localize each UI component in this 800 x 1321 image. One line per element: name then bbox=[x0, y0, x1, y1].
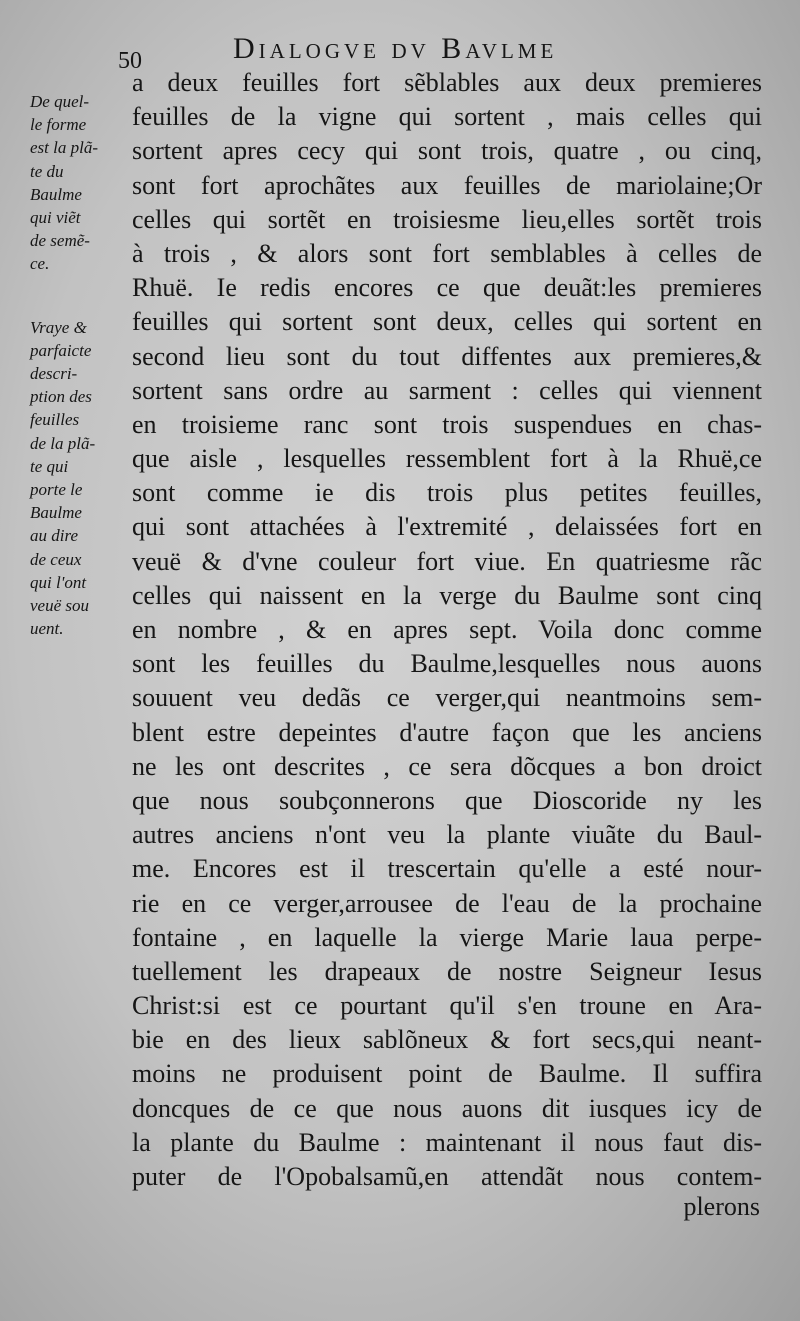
text-line: en troisieme ranc sont trois suspendues en chas- bbox=[132, 409, 762, 439]
margin-note-line: ce. bbox=[30, 254, 50, 274]
text-line: autres anciens n'ont veu la plante viuãte du Baul- bbox=[132, 820, 762, 850]
margin-note-line: de semẽ- bbox=[30, 231, 90, 251]
text-line: doncques de ce que nous auons dit iusques icy de bbox=[132, 1093, 762, 1123]
margin-note-line: porte le bbox=[30, 480, 83, 500]
margin-note-line: De quel- bbox=[30, 92, 90, 111]
text-line: sont les feuilles du Baulme,lesquelles nous auons bbox=[132, 649, 762, 679]
text-line: blent estre depeintes d'autre façon que les anciens bbox=[132, 717, 762, 747]
text-line: sortent apres cecy qui sont trois, quatre , ou cinq, bbox=[132, 136, 762, 166]
text-line: en nombre , & en apres sept. Voila donc comme bbox=[132, 615, 762, 644]
running-title: Dialogve dv Bavlme bbox=[233, 32, 558, 65]
text-line: ne les ont descrites , ce sera dõcques a bon droict bbox=[132, 751, 762, 781]
margin-note-line: est la plã- bbox=[30, 138, 98, 158]
text-line: second lieu sont du tout diffentes aux premieres,& bbox=[132, 341, 762, 371]
margin-note-line: Vraye & bbox=[30, 317, 87, 337]
margin-note-line: qui l'ont bbox=[30, 572, 87, 592]
margin-note bbox=[30, 316, 130, 641]
text-line: la plante du Baulme : maintenant il nous faut dis- bbox=[132, 1127, 762, 1157]
margin-note-line: veuë sou bbox=[30, 596, 90, 616]
margin-note-line: au dire bbox=[30, 526, 79, 546]
text-line: Rhuë. Ie redis encores ce que deuãt:les premieres bbox=[132, 273, 762, 303]
text-line: que aisle , lesquelles ressemblent fort à la Rhuë,ce bbox=[132, 444, 762, 474]
text-line: feuilles de la vigne qui sortent , mais celles qui bbox=[132, 102, 762, 132]
margin-note-line: feuilles bbox=[30, 410, 80, 430]
margin-note-line: te qui bbox=[30, 456, 69, 476]
text-line: sont fort aprochãtes aux feuilles de mariolaine;Or bbox=[132, 170, 762, 200]
margin-note-line: le forme bbox=[30, 115, 87, 135]
margin-note-line: te du bbox=[30, 161, 64, 181]
text-line: veuë & d'vne couleur fort viue. En quatriesme rãc bbox=[132, 546, 762, 576]
text-line: fontaine , en laquelle la vierge Marie laua perpe- bbox=[132, 922, 762, 952]
margin-note-line: parfaicte bbox=[30, 340, 92, 360]
text-line: rie en ce verger,arrousee de l'eau de la prochaine bbox=[132, 888, 762, 918]
text-line: souuent veu dedãs ce verger,qui neantmoins sem- bbox=[132, 683, 762, 713]
margin-note-line: ption des bbox=[30, 387, 92, 407]
text-line: a deux feuilles fort sẽblables aux deux premieres bbox=[132, 68, 762, 97]
margin-note-line: Baulme bbox=[30, 184, 82, 204]
text-line: qui sont attachées à l'extremité , delaissées fort en bbox=[132, 512, 762, 542]
margin-note-line: qui viẽt bbox=[30, 208, 81, 228]
text-line: puter de l'Opobalsamũ,en attendãt nous contem- bbox=[132, 1162, 762, 1191]
text-line: sont comme ie dis trois plus petites feuilles, bbox=[132, 478, 762, 508]
page-number: 50 bbox=[118, 48, 142, 74]
margin-note-line: Baulme bbox=[30, 503, 82, 523]
margin-note-line: descri- bbox=[30, 364, 78, 384]
text-line: me. Encores est il trescertain qu'elle a esté nour- bbox=[132, 854, 762, 884]
text-line: moins ne produisent point de Baulme. Il suffira bbox=[132, 1059, 762, 1089]
margin-note-line: uent. bbox=[30, 619, 64, 639]
text-line: à trois , & alors sont fort semblables à celles de bbox=[132, 238, 762, 268]
text-line: tuellement les drapeaux de nostre Seigneur Iesus bbox=[132, 956, 762, 986]
body-text bbox=[132, 66, 762, 1194]
margin-notes bbox=[30, 90, 130, 680]
text-line: celles qui naissent en la verge du Baulme sont cinq bbox=[132, 580, 762, 610]
text-line: feuilles qui sortent sont deux, celles qui sortent en bbox=[132, 307, 762, 337]
margin-note bbox=[30, 90, 130, 276]
text-line: sortent sans ordre au sarment : celles qui viennent bbox=[132, 375, 762, 405]
text-line: que nous soubçonnerons que Dioscoride ny les bbox=[132, 785, 762, 815]
text-line: bie en des lieux sablõneux & fort secs,qui neant- bbox=[132, 1025, 762, 1055]
text-line: celles qui sortẽt en troisiesme lieu,elles sortẽt trois bbox=[132, 204, 762, 234]
margin-note-line: de la plã- bbox=[30, 433, 96, 453]
text-line: Christ:si est ce pourtant qu'il s'en troune en Ara- bbox=[132, 991, 762, 1021]
margin-note-line: de ceux bbox=[30, 549, 82, 569]
catchword: plerons bbox=[683, 1192, 760, 1221]
